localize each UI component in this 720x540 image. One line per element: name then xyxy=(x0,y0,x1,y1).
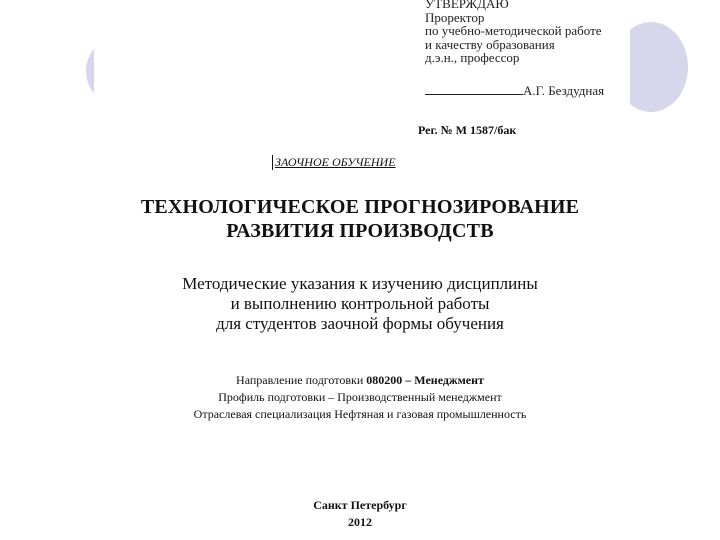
document-subtitle xyxy=(60,274,660,334)
city: Санкт Петербург xyxy=(313,498,407,512)
study-form-label: ЗАОЧНОЕ ОБУЧЕНИЕ xyxy=(272,155,396,170)
signature-line xyxy=(425,84,523,95)
specialization-label: Отраслевая специализация xyxy=(193,407,332,421)
profile-line xyxy=(60,389,660,406)
registration-label: Рег. № xyxy=(418,123,453,137)
signatory-name: А.Г. Бездудная xyxy=(523,82,605,98)
document-title xyxy=(60,195,660,243)
decorative-mask xyxy=(94,30,384,110)
title-line: ТЕХНОЛОГИЧЕСКОЕ ПРОГНОЗИРОВАНИЕ xyxy=(140,196,580,218)
title-line: РАЗВИТИЯ ПРОИЗВОДСТВ xyxy=(226,220,494,242)
registration-number xyxy=(418,123,516,138)
subtitle-line: Методические указания к изучению дисциплины xyxy=(182,274,538,293)
approval-line: по учебно-методической работе xyxy=(425,23,602,39)
approval-line: и качеству образования xyxy=(425,36,555,52)
direction-line xyxy=(60,372,660,389)
approval-line: д.э.н., профессор xyxy=(425,50,520,66)
specialization-value: Нефтяная и газовая промышленность xyxy=(334,407,527,421)
program-details xyxy=(60,372,660,423)
approval-line: Проректор xyxy=(425,9,485,25)
direction-label: Направление подготовки xyxy=(236,373,364,387)
profile-label: Профиль подготовки – xyxy=(218,390,335,404)
registration-value: М 1587/бак xyxy=(455,123,517,137)
profile-value: Производственный менеджмент xyxy=(337,390,502,404)
approval-block xyxy=(425,0,635,98)
subtitle-line: для студентов заочной формы обучения xyxy=(216,314,504,333)
signature-row xyxy=(425,84,635,98)
specialization-line xyxy=(60,406,660,423)
subtitle-line: и выполнению контрольной работы xyxy=(230,294,490,313)
year: 2012 xyxy=(348,515,372,529)
approval-heading: УТВЕРЖДАЮ xyxy=(425,0,509,11)
publication-footer xyxy=(60,497,660,531)
direction-value: 080200 – Менеджмент xyxy=(366,373,484,387)
